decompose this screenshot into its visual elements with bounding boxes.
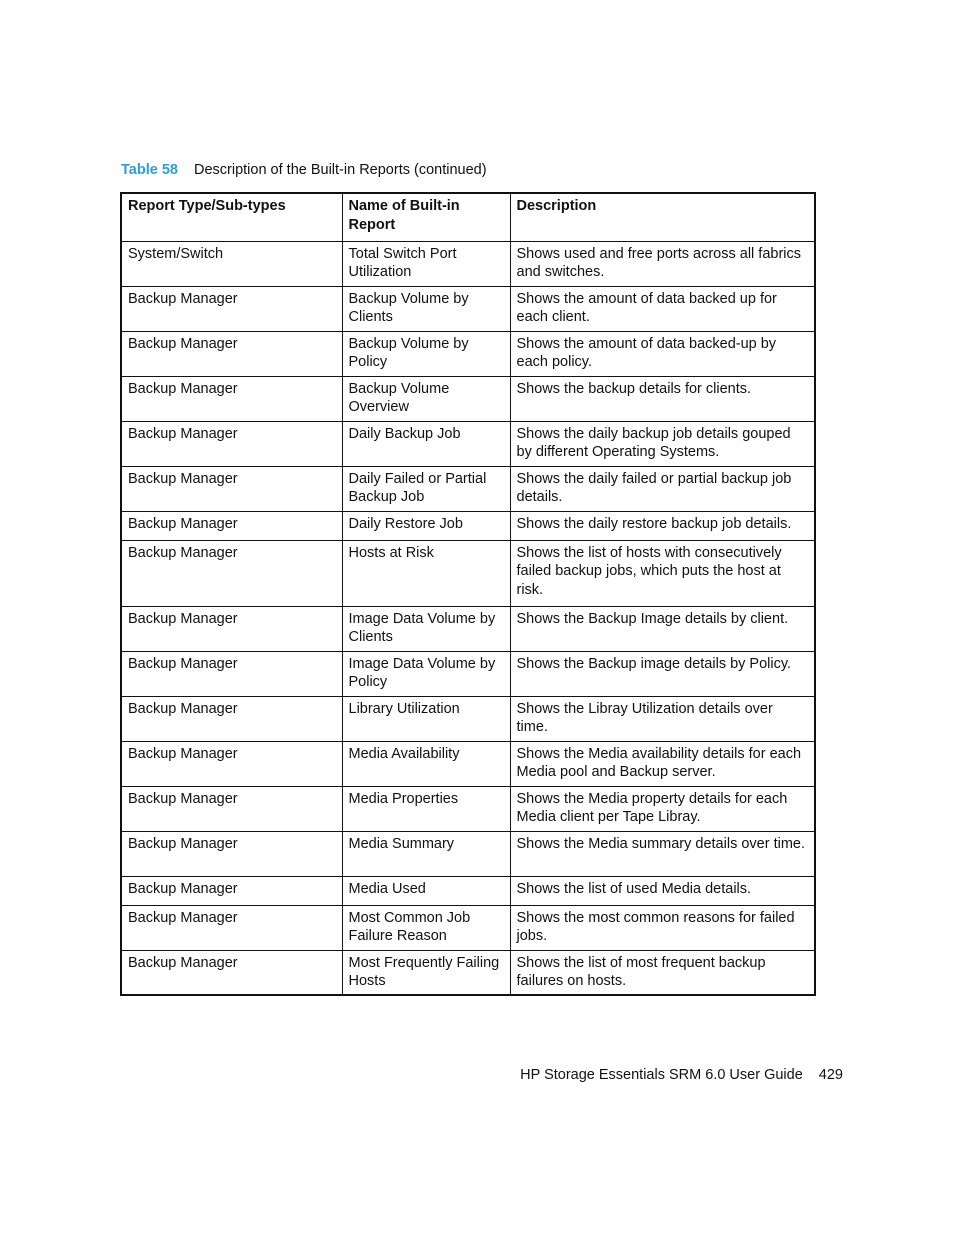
cell-description: Shows the daily failed or partial backup job details. — [510, 466, 815, 511]
cell-description: Shows the Media summary details over time. — [510, 831, 815, 876]
cell-description: Shows the amount of data backed up for each client. — [510, 286, 815, 331]
table-row — [121, 786, 815, 831]
table-row — [121, 286, 815, 331]
cell-report-type: Backup Manager — [121, 540, 342, 606]
cell-report-type: Backup Manager — [121, 786, 342, 831]
table-row — [121, 421, 815, 466]
page-footer — [520, 1067, 843, 1083]
table-row — [121, 376, 815, 421]
cell-report-name: Image Data Volume by Clients — [342, 606, 510, 651]
cell-description: Shows the Libray Utilization details over time. — [510, 696, 815, 741]
table-title: Description of the Built-in Reports (continued) — [193, 162, 487, 178]
cell-report-type: Backup Manager — [121, 831, 342, 876]
table-row — [121, 606, 815, 651]
cell-description: Shows the backup details for clients. — [510, 376, 815, 421]
cell-report-type: System/Switch — [121, 241, 342, 286]
cell-description: Shows the list of hosts with consecutively failed backup jobs, which puts the host at risk. — [510, 540, 815, 606]
table-row — [121, 651, 815, 696]
table-row — [121, 241, 815, 286]
cell-report-name: Media Used — [342, 876, 510, 905]
cell-report-name: Media Summary — [342, 831, 510, 876]
cell-report-name: Backup Volume by Clients — [342, 286, 510, 331]
cell-report-name: Media Availability — [342, 741, 510, 786]
cell-report-type: Backup Manager — [121, 905, 342, 950]
cell-report-name: Daily Backup Job — [342, 421, 510, 466]
cell-report-name: Backup Volume by Policy — [342, 331, 510, 376]
cell-report-name: Media Properties — [342, 786, 510, 831]
cell-report-type: Backup Manager — [121, 606, 342, 651]
cell-report-type: Backup Manager — [121, 421, 342, 466]
table-row — [121, 511, 815, 540]
cell-report-type: Backup Manager — [121, 286, 342, 331]
cell-report-name: Most Common Job Failure Reason — [342, 905, 510, 950]
cell-description: Shows the Backup Image details by client. — [510, 606, 815, 651]
table-header-row — [121, 193, 815, 241]
cell-report-type: Backup Manager — [121, 950, 342, 995]
cell-report-type: Backup Manager — [121, 511, 342, 540]
cell-description: Shows the daily restore backup job details. — [510, 511, 815, 540]
table-caption — [121, 162, 487, 178]
cell-report-type: Backup Manager — [121, 696, 342, 741]
cell-description: Shows the most common reasons for failed jobs. — [510, 905, 815, 950]
table-row — [121, 696, 815, 741]
cell-report-name: Daily Restore Job — [342, 511, 510, 540]
table-row — [121, 905, 815, 950]
cell-report-type: Backup Manager — [121, 331, 342, 376]
cell-report-type: Backup Manager — [121, 376, 342, 421]
cell-report-name: Total Switch Port Utilization — [342, 241, 510, 286]
table-row — [121, 831, 815, 876]
header-report-type: Report Type/Sub-types — [121, 193, 342, 241]
guide-title: HP Storage Essentials SRM 6.0 User Guide — [520, 1067, 803, 1083]
cell-report-type: Backup Manager — [121, 741, 342, 786]
cell-report-type: Backup Manager — [121, 466, 342, 511]
cell-report-name: Image Data Volume by Policy — [342, 651, 510, 696]
table-number: Table 58 — [121, 162, 178, 178]
page-number: 429 — [818, 1067, 843, 1083]
cell-report-name: Library Utilization — [342, 696, 510, 741]
cell-description: Shows the list of most frequent backup failures on hosts. — [510, 950, 815, 995]
table-row — [121, 950, 815, 995]
cell-description: Shows the daily backup job details gouped by different Operating Systems. — [510, 421, 815, 466]
cell-description: Shows the Media property details for each Media client per Tape Libray. — [510, 786, 815, 831]
cell-report-name: Most Frequently Failing Hosts — [342, 950, 510, 995]
cell-report-type: Backup Manager — [121, 651, 342, 696]
table-row — [121, 466, 815, 511]
cell-report-name: Daily Failed or Partial Backup Job — [342, 466, 510, 511]
cell-report-name: Hosts at Risk — [342, 540, 510, 606]
cell-description: Shows the Backup image details by Policy. — [510, 651, 815, 696]
table-row — [121, 876, 815, 905]
table-row — [121, 741, 815, 786]
header-report-name: Name of Built-in Report — [342, 193, 510, 241]
cell-description: Shows the amount of data backed-up by each policy. — [510, 331, 815, 376]
cell-report-name: Backup Volume Overview — [342, 376, 510, 421]
table-row — [121, 331, 815, 376]
cell-report-type: Backup Manager — [121, 876, 342, 905]
cell-description: Shows the Media availability details for each Media pool and Backup server. — [510, 741, 815, 786]
header-description: Description — [510, 193, 815, 241]
table-row — [121, 540, 815, 606]
reports-table — [120, 192, 816, 996]
cell-description: Shows used and free ports across all fabrics and switches. — [510, 241, 815, 286]
cell-description: Shows the list of used Media details. — [510, 876, 815, 905]
